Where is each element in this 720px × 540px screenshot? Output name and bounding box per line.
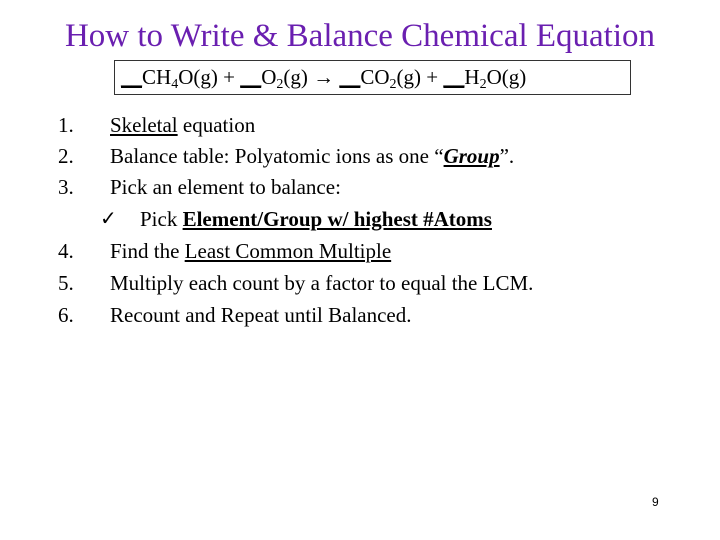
step-number: 4. [58,239,74,263]
step-text-pre: Balance table: Polyatomic ions as one “ [110,144,444,168]
underlined-term: Skeletal [110,113,178,137]
coefficient-blank: __ [339,65,361,89]
step-number: 5. [58,271,74,295]
step-number: 2. [58,144,74,168]
product-1-text: CO [360,65,390,89]
step-item [0,172,720,203]
coefficient-blank: __ [443,65,465,89]
coefficient-blank: __ [121,65,142,89]
sub-step-text [140,204,492,235]
group-term: Group [443,144,500,168]
chemical-equation-box [114,60,631,95]
product-2-text: H [464,65,480,89]
reactant-1-text-tail: O(g) + [178,65,241,89]
step-number: 6. [58,303,74,327]
step-item [0,110,720,141]
slide-title: How to Write & Balance Chemical Equation [64,18,656,54]
reactant-1-text: CH [142,65,172,89]
step-text: Pick an element to balance: [110,175,341,199]
reactant-1-subscript: 4 [171,77,179,92]
product-2-subscript: 2 [479,77,487,92]
sub-step-text-pre: Pick [140,207,183,231]
underlined-term: Least Common Multiple [184,239,392,263]
checkmark-icon: ✓ [100,208,117,230]
step-text-rest: equation [177,113,256,137]
product-2-text-tail: O(g) [486,65,527,89]
step-text: Multiply each count by a factor to equal the LCM. [110,271,534,295]
reaction-arrow-icon: → [313,65,335,89]
step-item [0,300,720,331]
step-text [110,141,514,172]
underlined-term: Element/Group w/ highest #Atoms [182,207,492,231]
step-text-post: ”. [499,144,515,168]
sub-step-item [0,204,720,235]
reactant-2-subscript: 2 [276,77,284,92]
step-item [0,268,720,299]
step-text [110,110,255,141]
product-1-subscript: 2 [389,77,397,92]
reactant-2-text-tail: (g) [283,65,314,89]
coefficient-blank: __ [240,65,262,89]
step-item [0,141,720,172]
reactant-2-text: O [261,65,277,89]
step-item [0,236,720,267]
step-text: Recount and Repeat until Balanced. [110,303,412,327]
step-number: 3. [58,175,74,199]
step-text-pre: Find the [110,239,185,263]
product-1-text-tail: (g) + [396,65,444,89]
step-text [110,236,391,267]
step-number: 1. [58,113,74,137]
page-number: 9 [652,495,659,509]
